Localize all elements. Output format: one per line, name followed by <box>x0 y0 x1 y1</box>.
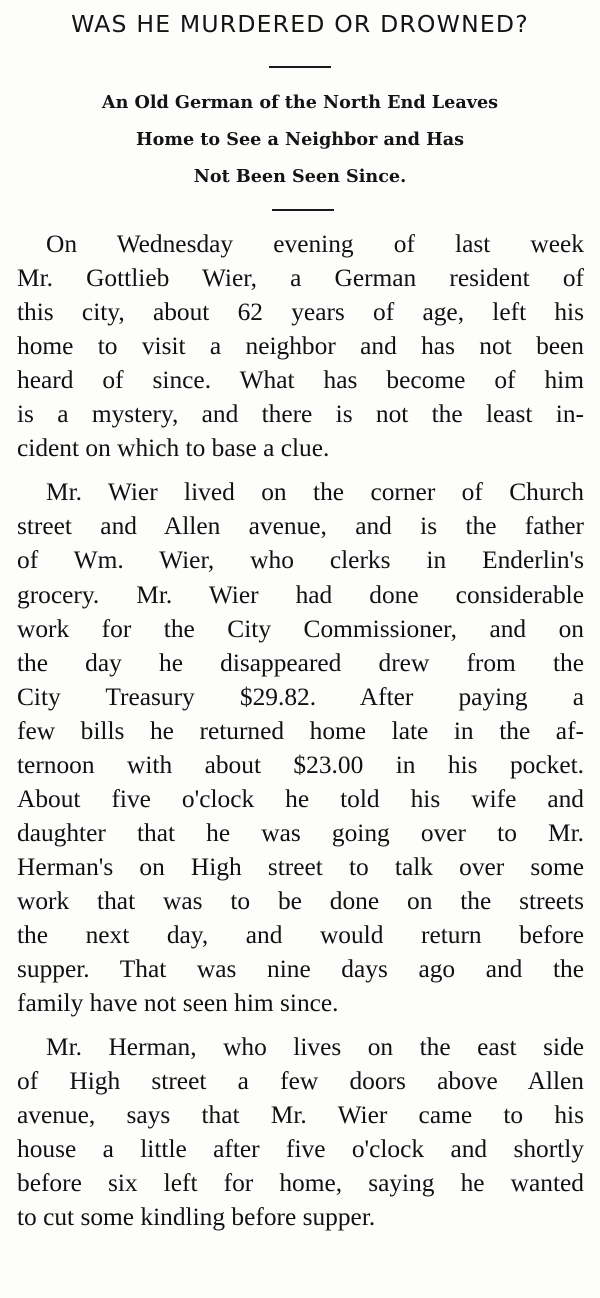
headline: WAS HE MURDERED OR DROWNED? <box>71 10 529 38</box>
subheadline <box>0 84 600 195</box>
paragraph-line: of High street a few doors above Allen <box>17 1067 584 1096</box>
paragraph-line: of Wm. Wier, who clerks in Enderlin's <box>17 546 584 575</box>
paragraph-line: the next day, and would return before <box>17 921 584 949</box>
paragraph-line: family have not seen him since. <box>17 989 339 1018</box>
paragraph-line: street and Allen avenue, and is the father <box>17 512 584 541</box>
paragraph-line: is a mystery, and there is not the least in- <box>17 400 584 429</box>
paragraph-line: house a little after five o'clock and shortly <box>17 1135 584 1164</box>
paragraph-line: City Treasury $29.82. After paying a <box>17 682 584 711</box>
paragraph-line: this city, about 62 years of age, left his <box>17 298 584 327</box>
paragraph-line: few bills he returned home late in the af- <box>17 716 584 745</box>
headline-divider <box>269 66 331 68</box>
paragraph-line: before six left for home, saying he wanted <box>17 1169 584 1198</box>
paragraph-line: ternoon with about $23.00 in his pocket. <box>17 750 584 779</box>
paragraph-line: avenue, says that Mr. Wier came to his <box>17 1101 584 1130</box>
subheadline-line: Not Been Seen Since. <box>193 166 407 187</box>
paragraph-line: Herman's on High street to talk over some <box>17 852 584 881</box>
paragraph-line: work for the City Commissioner, and on <box>17 614 584 643</box>
paragraph-line: to cut some kindling before supper. <box>17 1203 376 1232</box>
paragraph-line: Mr. Gottlieb Wier, a German resident of <box>17 264 584 293</box>
paragraph-line: daughter that he was going over to Mr. <box>17 818 584 847</box>
paragraph-line: home to visit a neighbor and has not been <box>17 332 584 361</box>
paragraph-line: heard of since. What has become of him <box>17 366 584 395</box>
paragraph-line: the day he disappeared drew from the <box>17 648 584 677</box>
paragraph-line: Mr. Wier lived on the corner of Church <box>46 478 584 507</box>
paragraph-line: work that was to be done on the streets <box>17 886 584 915</box>
paragraph-line: Mr. Herman, who lives on the east side <box>46 1033 584 1062</box>
paragraph-line: supper. That was nine days ago and the <box>17 955 584 984</box>
subheadline-divider <box>272 209 334 211</box>
paragraph-line: cident on which to base a clue. <box>17 434 330 463</box>
paragraph-line: grocery. Mr. Wier had done considerable <box>17 580 584 609</box>
subheadline-line: Home to See a Neighbor and Has <box>135 129 465 150</box>
subheadline-line: An Old German of the North End Leaves <box>101 92 499 113</box>
paragraph-line: About five o'clock he told his wife and <box>17 784 584 813</box>
paragraph-line: On Wednesday evening of last week <box>46 230 584 258</box>
